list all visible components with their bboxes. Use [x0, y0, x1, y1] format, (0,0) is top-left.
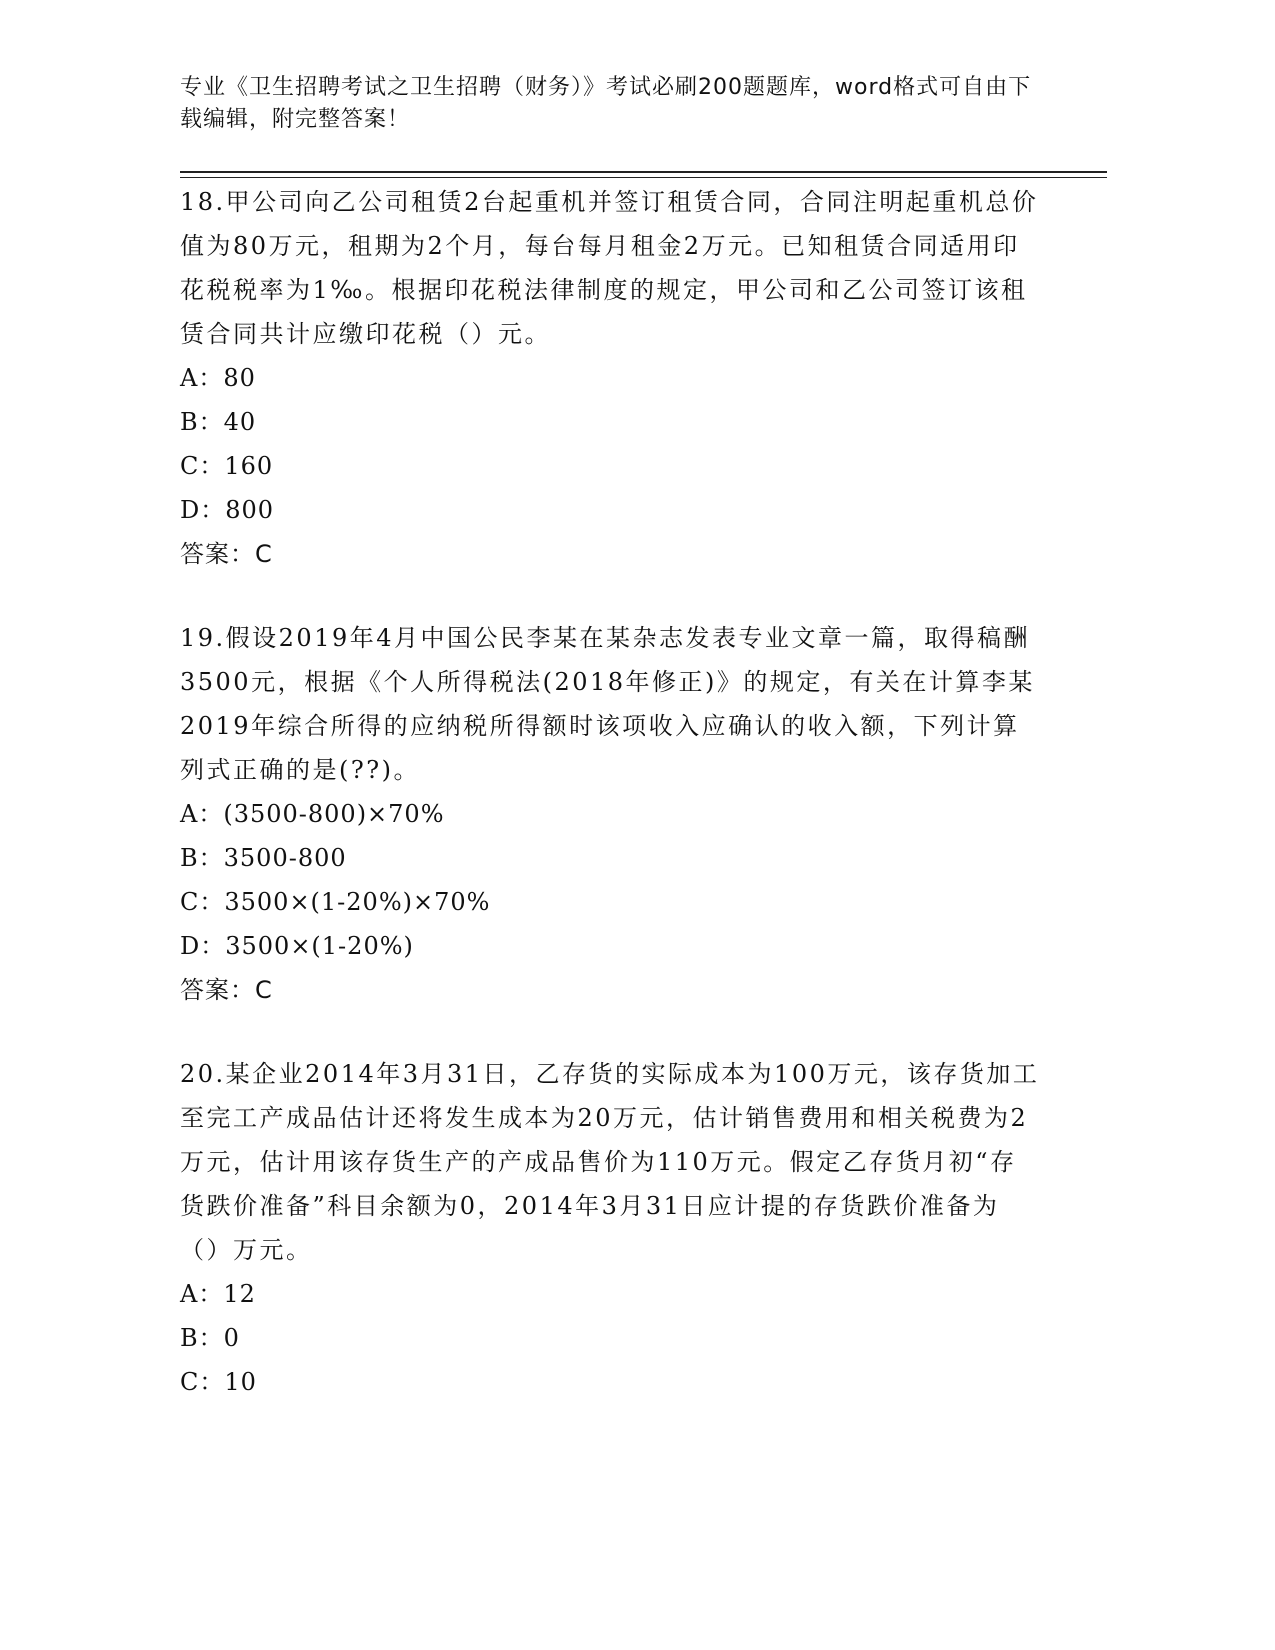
question-20: [180, 1052, 1040, 1404]
question-18: [180, 180, 1040, 576]
option-b: B：3500-800: [180, 844, 347, 872]
question-stem: 20.某企业2014年3月31日，乙存货的实际成本为100万元，该存货加工至完工产成品估计还将发生成本为20万元，估计销售费用和相关税费为2万元，估计用该存货生产的产成品售价为110万元。假定乙存货月初“存货跌价准备”科目余额为0，2014年3月31日应计提的存货跌价准备为（）万元。: [180, 1060, 1040, 1264]
header-divider-thin: [180, 177, 1107, 178]
option-c: C：160: [180, 452, 274, 480]
question-19: [180, 616, 1040, 1012]
option-a: A：(3500-800)×70%: [180, 800, 445, 828]
option-a: A：12: [180, 1280, 256, 1308]
header-divider-thick: [180, 171, 1107, 173]
option-a: A：80: [180, 364, 256, 392]
option-c: C：10: [180, 1368, 257, 1396]
option-b: B：0: [180, 1324, 240, 1352]
option-c: C：3500×(1-20%)×70%: [180, 888, 491, 916]
question-stem: 18.甲公司向乙公司租赁2台起重机并签订租赁合同，合同注明起重机总价值为80万元，租期为2个月，每台每月租金2万元。已知租赁合同适用印花税税率为1‰。根据印花税法律制度的规定，甲公司和乙公司签订该租赁合同共计应缴印花税（）元。: [180, 188, 1039, 348]
option-b: B：40: [180, 408, 257, 436]
question-stem: 19.假设2019年4月中国公民李某在某杂志发表专业文章一篇，取得稿酬3500元，根据《个人所得税法(2018年修正)》的规定，有关在计算李某2019年综合所得的应纳税所得额时该项收入应确认的收入额，下列计算列式正确的是(??)。: [180, 624, 1035, 784]
answer: 答案：C: [180, 540, 273, 568]
document-header: 专业《卫生招聘考试之卫生招聘（财务）》考试必刷200题题库，word格式可自由下载编辑，附完整答案！: [180, 75, 1032, 132]
answer: 答案：C: [180, 976, 273, 1004]
option-d: D：800: [180, 496, 275, 524]
option-d: D：3500×(1-20%): [180, 932, 414, 960]
